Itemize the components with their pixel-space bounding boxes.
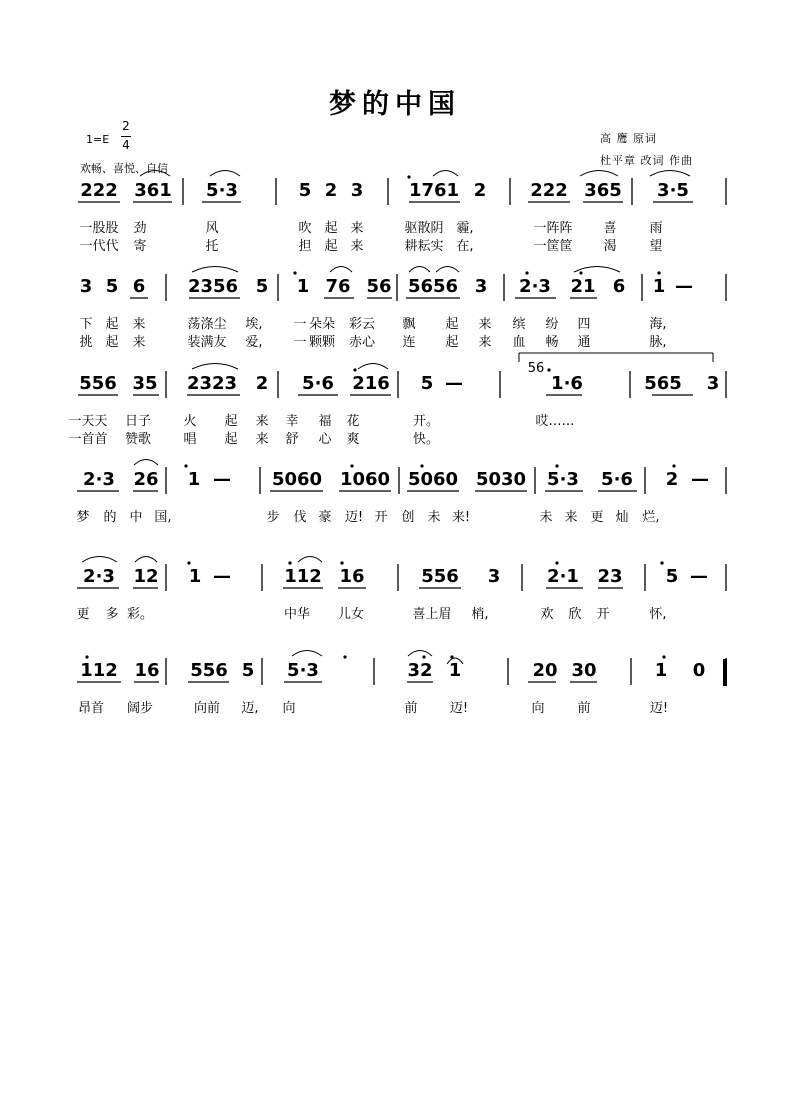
- lyric-verse-1: 迈!: [344, 510, 364, 525]
- lyric-verse-2: 血: [512, 335, 526, 350]
- lyric-verse-1: 向: [282, 701, 296, 716]
- note: 5·6: [601, 469, 633, 490]
- lyric-verse-2: 一首首: [68, 432, 108, 447]
- note: —: [691, 469, 709, 490]
- lyric-verse-2: 起: [445, 335, 459, 350]
- lyric-verse-1: 埃,: [245, 317, 263, 332]
- note: 2356: [187, 276, 239, 297]
- note: 3: [474, 276, 488, 297]
- note: 3: [79, 276, 93, 297]
- lyric-verse-1: 起: [324, 221, 338, 236]
- note: 2: [255, 373, 269, 394]
- note: 1: [187, 469, 201, 490]
- lyric-verse-1: 国,: [154, 510, 172, 525]
- lyric-verse-1: 雨: [649, 221, 663, 236]
- slur: [292, 651, 322, 657]
- lyric-verse-1: 花: [346, 414, 360, 429]
- note: 2: [473, 180, 487, 201]
- note: 1: [654, 660, 668, 681]
- lyric-verse-2: 快。: [412, 432, 440, 447]
- octave-dot: [187, 561, 190, 564]
- lyric-verse-2: 爱,: [245, 335, 263, 350]
- lyric-verse-2: 担: [298, 239, 312, 254]
- lyric-verse-1: 荡涤尘: [187, 317, 227, 332]
- note: 56: [366, 276, 392, 297]
- lyric-verse-2: 挑: [79, 335, 93, 350]
- slur: [192, 364, 238, 370]
- lyric-verse-1: 前: [404, 701, 418, 716]
- lyric-verse-1: 阔步: [126, 701, 154, 716]
- lyric-verse-1: 来: [478, 317, 492, 332]
- note: 2: [665, 469, 679, 490]
- lyric-verse-1: 驱散阴: [404, 221, 444, 236]
- lyric-verse-2: 一代代: [79, 239, 119, 254]
- note: 26: [133, 469, 159, 490]
- note: —: [213, 566, 231, 587]
- slur: [330, 267, 352, 273]
- time-signature-bottom: 4: [122, 138, 130, 152]
- note: 5: [420, 373, 434, 394]
- lyric-verse-1: 风: [205, 221, 219, 236]
- lyric-verse-1: 向前: [193, 701, 221, 716]
- slur: [650, 171, 690, 177]
- lyric-verse-2: 耕耘实: [404, 239, 444, 254]
- note: 2·3: [83, 566, 115, 587]
- time-signature-top: 2: [122, 119, 130, 133]
- lyric-verse-1: 未: [427, 510, 441, 525]
- lyric-verse-2: 舒: [285, 432, 299, 447]
- note: 2·1: [547, 566, 579, 587]
- slur: [358, 364, 388, 370]
- lyric-verse-1: 儿女: [337, 607, 365, 622]
- lyric-verse-1: 向: [531, 701, 545, 716]
- lyric-verse-1: 一股股: [79, 221, 119, 236]
- note: 3: [350, 180, 364, 201]
- note: 112: [80, 660, 118, 681]
- lyric-verse-1: 纷: [545, 317, 559, 332]
- octave-dot: [293, 271, 296, 274]
- lyric-verse-2: 起: [324, 239, 338, 254]
- note: 21: [570, 276, 596, 297]
- lyric-verse-1: 飘: [402, 317, 416, 332]
- slur: [408, 651, 432, 657]
- lyric-verse-2: 来: [255, 432, 269, 447]
- note: 23: [597, 566, 623, 587]
- octave-dot: [525, 271, 528, 274]
- octave-dot: [579, 271, 582, 274]
- lyric-verse-1: 喜: [603, 221, 617, 236]
- slur: [82, 557, 117, 563]
- lyric-verse-1: 开: [374, 510, 388, 525]
- note: —: [213, 469, 231, 490]
- note: 1: [296, 276, 310, 297]
- note: 16: [339, 566, 365, 587]
- note: 5: [255, 276, 269, 297]
- lyric-verse-2: 连: [402, 335, 416, 350]
- lyric-verse-2: 望: [649, 239, 663, 254]
- slur: [409, 267, 430, 273]
- lyric-verse-1: 缤: [512, 317, 526, 332]
- lyric-verse-1: 梦: [76, 510, 90, 525]
- lyric-verse-2: 通: [577, 335, 591, 350]
- lyric-verse-1: 喜上眉: [412, 607, 452, 622]
- lyric-verse-1: 迈!: [649, 701, 669, 716]
- lyric-verse-1: 福: [318, 414, 332, 429]
- note: 3: [706, 373, 720, 394]
- lyric-verse-1: 豪: [318, 510, 332, 525]
- note: 5: [665, 566, 679, 587]
- note: 1060: [339, 469, 391, 490]
- octave-dot: [657, 271, 660, 274]
- lyric-verse-1: 烂,: [642, 510, 660, 525]
- note: 5060: [271, 469, 323, 490]
- octave-dot: [672, 464, 675, 467]
- lyric-verse-2: 颗颗: [308, 335, 336, 350]
- note: 5·3: [287, 660, 319, 681]
- slur: [140, 171, 170, 177]
- slur: [574, 267, 620, 273]
- lyric-verse-1: 开: [596, 607, 610, 622]
- lyric-verse-1: 幸: [285, 414, 299, 429]
- lyric-verse-2: 畅: [545, 335, 559, 350]
- lyric-verse-1: 劲: [133, 221, 147, 236]
- note: 5: [298, 180, 312, 201]
- lyric-verse-1: 创: [401, 510, 415, 525]
- lyric-verse-1: 一阵阵: [533, 221, 573, 236]
- octave-dot: [555, 561, 558, 564]
- note: 222: [80, 180, 118, 201]
- slur: [192, 267, 238, 273]
- note: 2323: [186, 373, 238, 394]
- octave-dot: [85, 655, 88, 658]
- octave-dot: [340, 561, 343, 564]
- lyric-verse-1: 朵朵: [308, 317, 336, 332]
- slur: [210, 171, 240, 177]
- lyric-verse-1: 伐: [293, 510, 307, 525]
- note: 3·5: [657, 180, 689, 201]
- slur: [433, 171, 458, 177]
- lyric-verse-2: 赞歌: [124, 432, 152, 447]
- lyric-verse-1: 的: [103, 510, 117, 525]
- slur: [436, 267, 459, 273]
- slur: [134, 460, 158, 466]
- note: 361: [134, 180, 172, 201]
- lyric-verse-2: 寄: [133, 239, 147, 254]
- note: 20: [532, 660, 558, 681]
- lyric-verse-1: 中华: [283, 607, 311, 622]
- note: 556: [79, 373, 117, 394]
- lyric-verse-1: 火: [183, 414, 197, 429]
- lyric-verse-1: 霾,: [456, 221, 474, 236]
- note: 216: [352, 373, 390, 394]
- lyric-verse-1: 来: [255, 414, 269, 429]
- lyric-verse-2: 起: [105, 335, 119, 350]
- note: 5·6: [302, 373, 334, 394]
- note: —: [445, 373, 463, 394]
- octave-dot: [422, 655, 425, 658]
- lyric-verse-1: 梢,: [471, 607, 489, 622]
- note: 1·6: [551, 373, 583, 394]
- lyric-verse-1: 彩云: [348, 317, 376, 332]
- lyric-verse-1: 开。: [412, 414, 440, 429]
- lyric-verse-1: 下: [79, 317, 93, 332]
- slur: [298, 557, 322, 563]
- note: 365: [584, 180, 622, 201]
- note: 5: [241, 660, 255, 681]
- note: 222: [530, 180, 568, 201]
- key-signature: 1=E: [86, 133, 110, 146]
- note: 6: [612, 276, 626, 297]
- lyric-verse-1: 哎……: [535, 414, 575, 429]
- lyric-verse-1: 来: [564, 510, 578, 525]
- lyric-verse-2: 起: [224, 432, 238, 447]
- lyric-verse-1: 更: [76, 607, 90, 622]
- note: 12: [133, 566, 159, 587]
- lyric-verse-1: 一: [293, 317, 307, 332]
- octave-dot: [184, 464, 187, 467]
- octave-dot: [350, 464, 353, 467]
- note: 30: [571, 660, 597, 681]
- lyric-verse-1: 起: [224, 414, 238, 429]
- note: 112: [284, 566, 322, 587]
- lyric-verse-1: 欢: [540, 607, 554, 622]
- note: 5656: [407, 276, 459, 297]
- note: 1: [448, 660, 462, 681]
- note: 5030: [475, 469, 527, 490]
- lyric-verse-2: 装满友: [187, 335, 227, 350]
- lyric-verse-1: 昂首: [77, 701, 105, 716]
- credit-composer: 杜平章 改词 作曲: [600, 154, 693, 167]
- octave-dot: [660, 561, 663, 564]
- lyric-verse-1: 彩。: [126, 607, 154, 622]
- octave-dot: [547, 368, 550, 371]
- lyric-verse-2: 脉,: [649, 335, 667, 350]
- lyric-verse-1: 迈!: [449, 701, 469, 716]
- note: —: [690, 566, 708, 587]
- song-title: 梦的中国: [329, 89, 461, 120]
- octave-dot: [555, 464, 558, 467]
- octave-dot: [407, 175, 410, 178]
- lyric-verse-1: 海,: [649, 317, 667, 332]
- note: 5060: [407, 469, 459, 490]
- lyric-verse-2: 托: [205, 239, 219, 254]
- note: 2·3: [519, 276, 551, 297]
- lyric-verse-2: 来: [132, 335, 146, 350]
- credit-lyricist: 高 鹰 原词: [600, 132, 657, 145]
- lyric-verse-2: 在,: [456, 239, 474, 254]
- lyric-verse-2: 一: [293, 335, 307, 350]
- note: 35: [132, 373, 158, 394]
- note: 0: [692, 660, 706, 681]
- lyric-verse-1: 未: [539, 510, 553, 525]
- note: 1761: [408, 180, 460, 201]
- lyric-verse-2: 渴: [603, 239, 617, 254]
- lyric-verse-1: 日子: [124, 414, 152, 429]
- note: 5: [105, 276, 119, 297]
- final-barline: [723, 659, 727, 686]
- lyric-verse-1: 灿: [615, 510, 629, 525]
- note: 556: [421, 566, 459, 587]
- lyric-verse-2: 赤心: [348, 335, 376, 350]
- lyric-verse-1: 来: [132, 317, 146, 332]
- lyric-verse-1: 多: [105, 607, 119, 622]
- slur: [135, 557, 157, 563]
- lyric-verse-2: 唱: [183, 432, 197, 447]
- lyric-verse-1: 中: [129, 510, 143, 525]
- lyric-verse-2: 一筐筐: [533, 239, 573, 254]
- note: 3: [487, 566, 501, 587]
- octave-dot: [662, 655, 665, 658]
- tempo-marking: 欢畅、喜悦、自信: [80, 162, 168, 175]
- note: 556: [190, 660, 228, 681]
- grace-note: 56: [527, 361, 545, 376]
- slur: [580, 171, 618, 177]
- lyric-verse-2: 心: [318, 432, 332, 447]
- lyric-verse-2: 来: [350, 239, 364, 254]
- note: —: [675, 276, 693, 297]
- lyric-verse-1: 迈,: [241, 701, 259, 716]
- lyric-verse-1: 步: [266, 510, 280, 525]
- lyric-verse-1: 更: [590, 510, 604, 525]
- note: 76: [325, 276, 351, 297]
- lyric-verse-2: 来: [478, 335, 492, 350]
- note: 2: [324, 180, 338, 201]
- octave-dot: [420, 464, 423, 467]
- note: 1: [652, 276, 666, 297]
- octave-dot: [288, 561, 291, 564]
- note: 32: [407, 660, 433, 681]
- note: 16: [134, 660, 160, 681]
- lyric-verse-1: 怀,: [649, 607, 667, 622]
- note: 5·3: [547, 469, 579, 490]
- lyric-verse-1: 一天天: [68, 414, 108, 429]
- note: 2·3: [83, 469, 115, 490]
- octave-dot: [353, 368, 356, 371]
- octave-dot: [343, 655, 346, 658]
- lyric-verse-2: 爽: [346, 432, 360, 447]
- note: 565: [644, 373, 682, 394]
- note: 6: [132, 276, 146, 297]
- lyric-verse-1: 四: [577, 317, 591, 332]
- lyric-verse-1: 欣: [568, 607, 582, 622]
- lyric-verse-1: 起: [445, 317, 459, 332]
- note: 5·3: [206, 180, 238, 201]
- lyric-verse-1: 来!: [451, 510, 471, 525]
- lyric-verse-1: 起: [105, 317, 119, 332]
- lyric-verse-1: 吹: [298, 221, 312, 236]
- note: 1: [188, 566, 202, 587]
- lyric-verse-1: 前: [577, 701, 591, 716]
- lyric-verse-1: 来: [350, 221, 364, 236]
